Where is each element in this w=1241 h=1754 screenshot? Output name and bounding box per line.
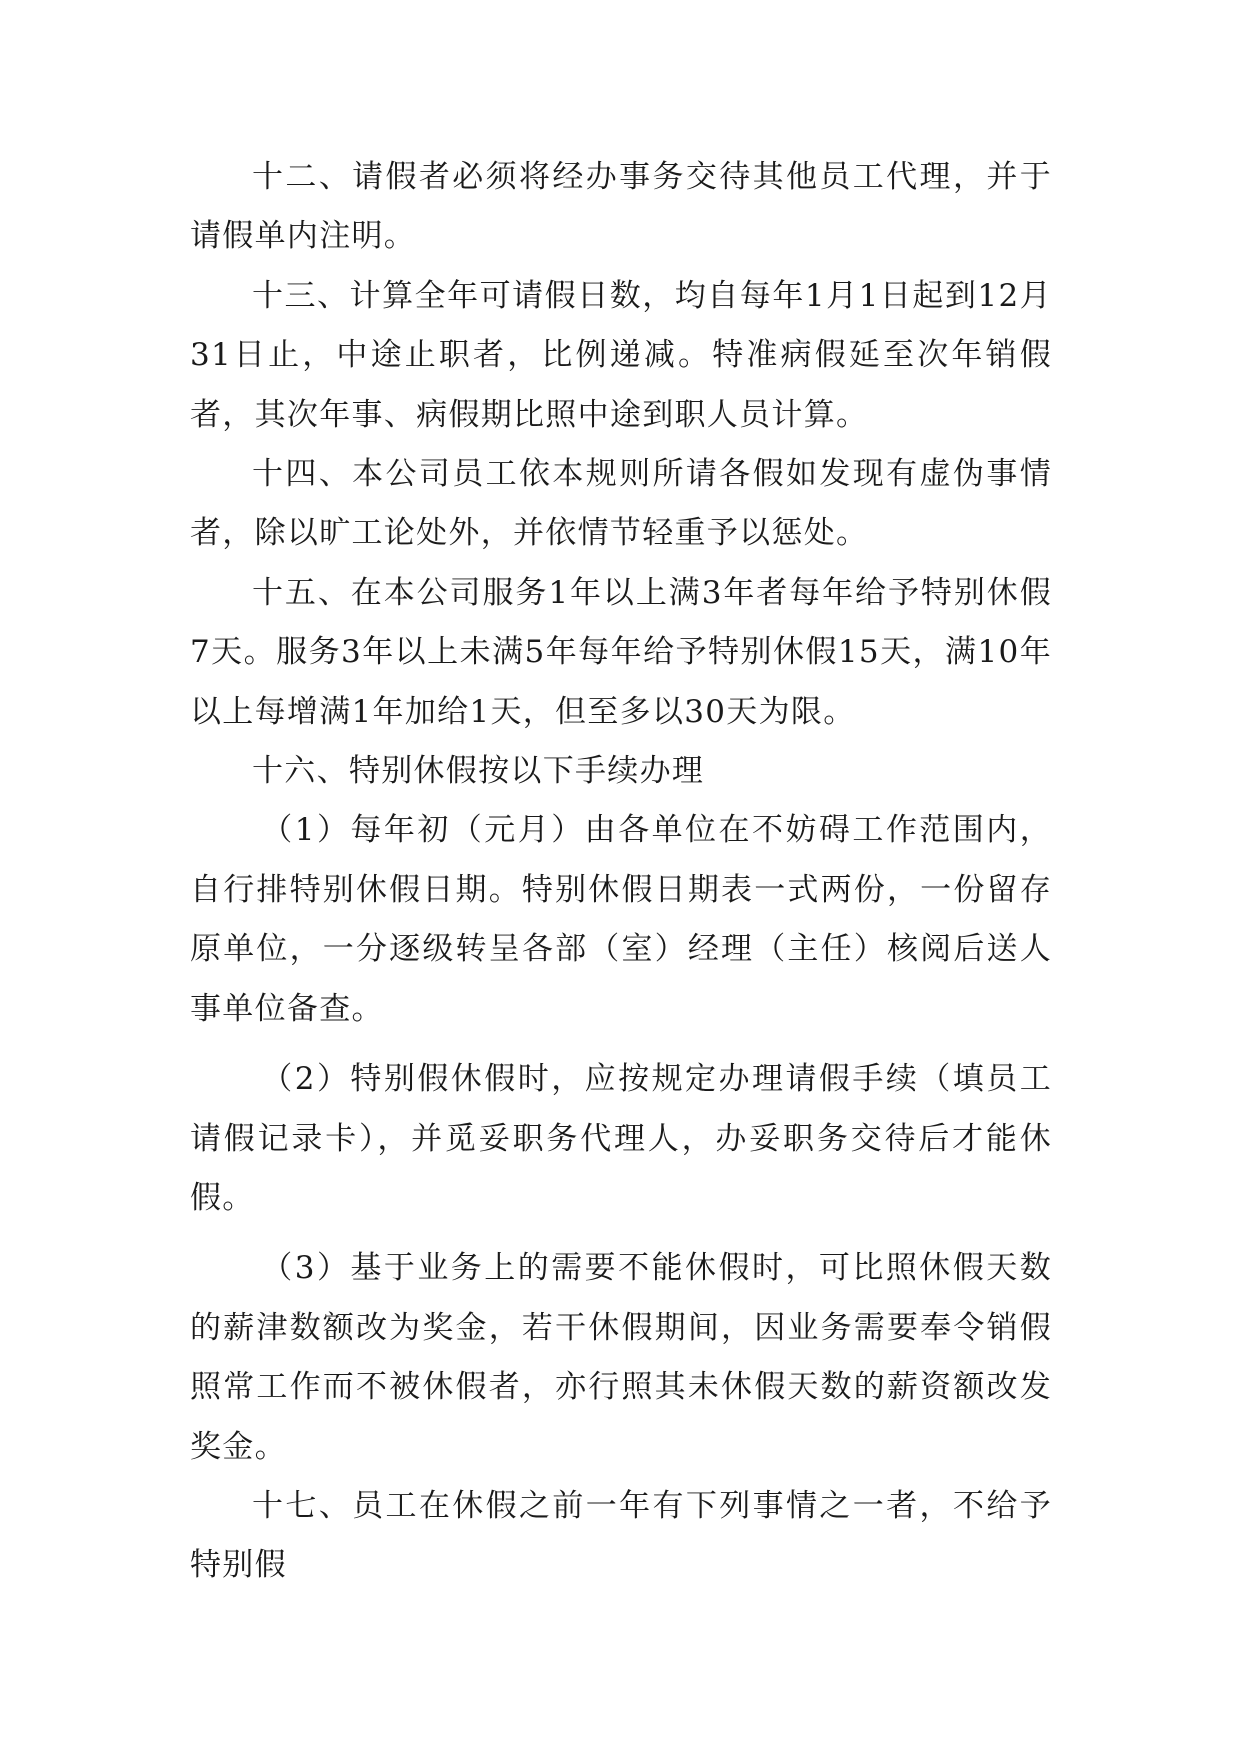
document-body xyxy=(190,148,1052,1596)
paragraph-article-16-item-3: （3）基于业务上的需要不能休假时，可比照休假天数的薪津数额改为奖金，若干休假期间，因业务需要奉令销假照常工作而不被休假者，亦行照其未休假天数的薪资额改发奖金。 xyxy=(190,1250,1052,1465)
paragraph-article-12: 十二、请假者必须将经办事务交待其他员工代理，并于请假单内注明。 xyxy=(190,159,1052,255)
paragraph-article-17: 十七、员工在休假之前一年有下列事情之一者，不给予特别假 xyxy=(190,1487,1052,1584)
paragraph-article-15: 十五、在本公司服务1年以上满3年者每年给予特别休假7天。服务3年以上未满5年每年给予特别休假15天，满10年以上每增满1年加给1天，但至多以30天为限。 xyxy=(190,574,1052,730)
paragraph-article-13: 十三、计算全年可请假日数，均自每年1月1日起到12月31日止，中途止职者，比例递减。特准病假延至次年销假者，其次年事、病假期比照中途到职人员计算。 xyxy=(190,277,1052,433)
paragraph-article-16-item-1: （1）每年初（元月）由各单位在不妨碍工作范围内，自行排特别休假日期。特别休假日期表一式两份，一份留存原单位，一分逐级转呈各部（室）经理（主任）核阅后送人事单位备查。 xyxy=(190,812,1052,1027)
paragraph-article-16: 十六、特别休假按以下手续办理 xyxy=(252,753,705,790)
paragraph-article-14: 十四、本公司员工依本规则所请各假如发现有虚伪事情者，除以旷工论处外，并依情节轻重予以惩处。 xyxy=(190,456,1052,552)
paragraph-article-16-item-2: （2）特别假休假时，应按规定办理请假手续（填员工请假记录卡），并觅妥职务代理人，办妥职务交待后才能休假。 xyxy=(190,1061,1052,1216)
